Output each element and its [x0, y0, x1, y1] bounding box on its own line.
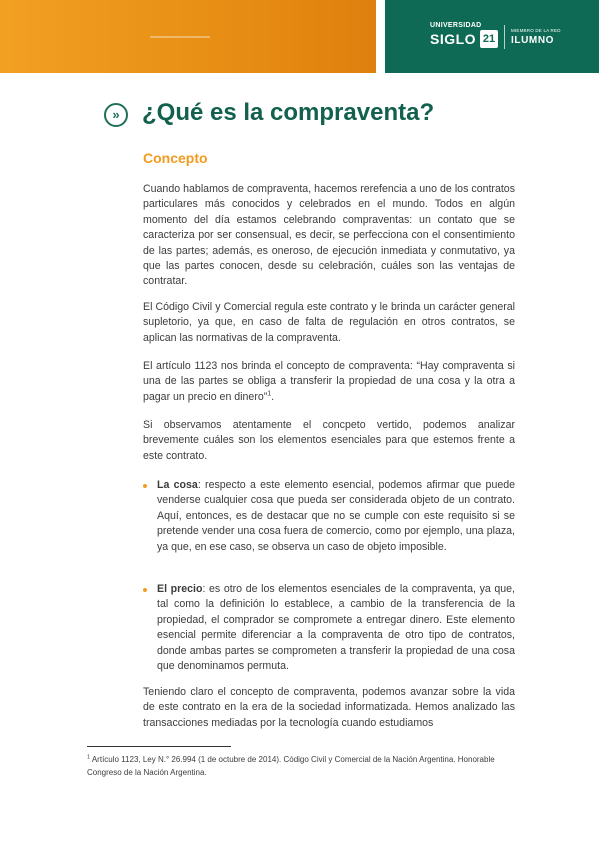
- bullet-dot: [143, 588, 147, 592]
- paragraph-1: Cuando hablamos de compraventa, hacemos rerefencia a uno de los contratos particulares más conocidos y celebrados en el mundo. Todos en algún momento del día estamos celebrando compraventas: un contato que se caracteriza por ser consensual, es decir, se perfecciona con el consentimiento de las partes; además, es oneroso, de ejecución inmediata y conmutativo, ya que las partes conocen, desde su celebración, cuáles son las ventajas de contratar.: [143, 183, 515, 288]
- paragraph-3: [143, 359, 515, 405]
- list-item-text: [157, 478, 515, 555]
- list-item-description: : respecto a este elemento esencial, podemos afirmar que puede venderse cualquier cosa que pueda ser considerada objeto de un contrato. Aquí, entonces, es de destacar que no se cumple con este requisito si se pretende vender una cosa fuera de comercio, como por ejemplo, una plaza, ya que, en ese caso, se observa un caso de objeto imposible.: [157, 479, 516, 553]
- list-item-description: : es otro de los elementos esenciales de la compraventa, ya que, tal como la definición lo establece, a cambio de la transferencia de la propiedad, el comprador se compromete a entregar dinero. Este elemento esencial permite diferenciar a la compraventa de otro tipo de contratos, donde ambas partes se comprometen a transferir la propiedad de una cosa que denominamos permuta.: [157, 583, 515, 673]
- double-chevron-right-icon: »: [104, 103, 128, 127]
- footnote-text: Artículo 1123, Ley N.° 26.994 (1 de octubre de 2014). Código Civil y Comercial de la Nación Argentina. Honorable Congreso de la Nación Argentina.: [87, 755, 495, 777]
- logo-siglo-text: SIGLO: [430, 31, 477, 47]
- list-item-term: El precio: [157, 583, 203, 595]
- footnote-number: 1: [87, 754, 91, 761]
- list-item-term: La cosa: [157, 479, 198, 491]
- paragraph-3-period: .: [271, 390, 275, 403]
- list-item-text: [157, 582, 515, 674]
- header-orange-band: [0, 0, 376, 73]
- section-heading: Concepto: [143, 150, 208, 166]
- paragraph-4: Si observamos atentamente el concpeto vertido, podemos analizar brevemente cuáles son los elementos esenciales para que estemos frente a este contrato.: [143, 419, 515, 462]
- paragraph-3-text: El artículo 1123 nos brinda el concepto de compraventa: “Hay compraventa si una de las partes se obliga a transferir la propiedad de una cosa y la otra a pagar un precio en dinero”: [143, 360, 515, 403]
- logo-member-text: MIEMBRO DE LA RED: [511, 28, 561, 33]
- footnote-reference[interactable]: 1: [267, 390, 272, 398]
- bullet-dot: [143, 484, 147, 488]
- closing-paragraph: Teniendo claro el concepto de compraventa, podemos avanzar sobre la vida de este contrato en la era de la sociedad informatizada. Hemos analizado las transacciones mediadas por la tecnología cuando estudiamos: [143, 686, 515, 729]
- footnote: [87, 753, 527, 779]
- logo-21-badge: 21: [480, 30, 498, 48]
- logo-univ-text: UNIVERSIDAD: [430, 22, 482, 29]
- logo-ilumno-text: ILUMNO: [511, 35, 555, 46]
- footnote-divider: [87, 746, 231, 747]
- logo-divider: [504, 25, 505, 49]
- paragraph-2: El Código Civil y Comercial regula este contrato y le brinda un carácter general supletorio, ya que, en caso de falta de regulación en otros contratos, se aplican las normativas de la compraventa.: [143, 301, 515, 344]
- header-decoration: [150, 36, 210, 38]
- page-title: ¿Qué es la compraventa?: [142, 99, 435, 126]
